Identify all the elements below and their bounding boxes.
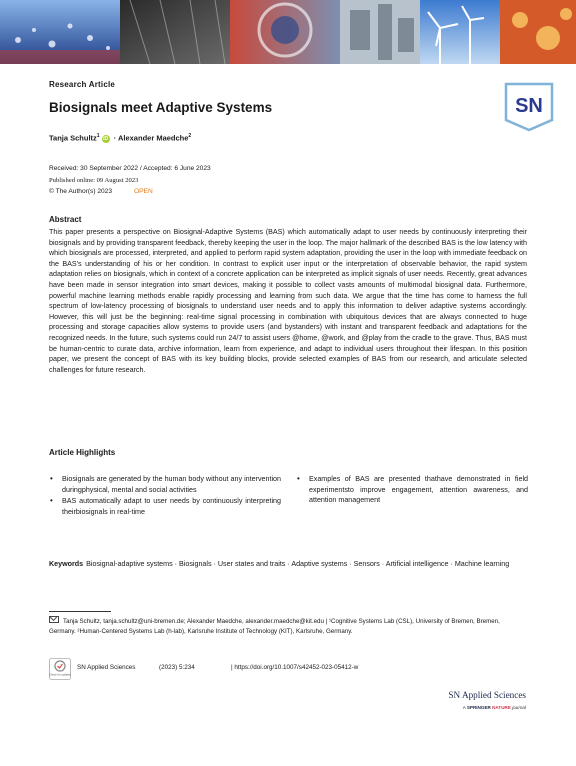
footnote-divider	[49, 611, 111, 612]
journal-brand-title: SN Applied Sciences	[448, 690, 526, 700]
keywords-label: Keywords	[49, 560, 84, 568]
abstract-heading: Abstract	[49, 215, 82, 224]
received-accepted-date: Received: 30 September 2022 / Accepted: 6 June 2023	[49, 165, 211, 172]
tagline-prefix: A	[462, 705, 466, 710]
open-access-badge[interactable]: OPEN	[134, 188, 153, 195]
doi-link[interactable]: | https://doi.org/10.1007/s42452-023-05412-w	[231, 664, 359, 671]
header-banner-image	[0, 0, 576, 64]
tagline-springer: SPRINGER	[466, 705, 491, 710]
article-type-label: Research Article	[49, 80, 116, 89]
sn-logo	[504, 82, 554, 132]
journal-volume: (2023) 5:234	[159, 664, 195, 671]
abstract-text: This paper presents a perspective on Biosignal-Adaptive Systems (BAS) which automatically adapt to user needs by continuously interpreting their biosignals and by providing transparent feedback, thereby keeping the user in the loop. The major hallmark of the described BAS is the low latency with which biosignals are processed, interpreted, and applied to perform rapid system adaptation, providing the user in the loop with immediate feedback on the BAS's understanding of his or her condition. In contrast to explicit user input or the interpretation of observable behavior, the rapid system adaptation relies on biosignals, which in context of a concrete application can be interpreted as implicit signals of user needs. Recently, great advances have been made in sensor integration into smart devices, making it possible to collect vasts amounts of multimodal biosignal data. Furthermore, powerful machine learning methods enable rapidly processing and learning from such data. We argue that the time has come to harness the full spectrum of low-latency processing of biosignals to understand user needs and to apply this information to deliver adaptive systems accordingly. However, this will just be the beginning: real-time signal processing in combination with ubiquitous devices that are always connected to huge processing and storage capacities allow systems to provide users (and bystanders) with instant and transparent feedback and adaptations for the recognized needs. In the future, such systems could run 24/7 to assist users @home, @work, and @play from the cradle to the grave. Thus, BAS must be human-centric to curate data, archive information, learn from experience, and adapt to individual users throughout their lifespan. In this position paper, we present the concept of BAS with its key building blocks, provide selected examples of BAS from our research, and articulate selected challenges for future research.	[49, 228, 527, 374]
author-affiliation-sup: 1	[96, 133, 100, 139]
copyright-line	[49, 186, 211, 198]
check-for-updates-badge[interactable]	[49, 658, 71, 680]
author-affiliation-sup: 2	[188, 133, 192, 139]
author-name[interactable]: Alexander Maedche	[117, 133, 189, 143]
highlights-left-column	[49, 474, 281, 518]
keywords-text: Biosignal-adaptive systems · Biosignals · User states and traits · Adaptive systems · Sensors · Artificial intelligence · Machine learning	[86, 560, 510, 568]
copyright-text: © The Author(s) 2023	[49, 188, 113, 195]
tagline-suffix: journal	[512, 705, 526, 710]
publication-dates	[49, 163, 211, 198]
published-online-date: Published online: 09 August 2023	[49, 176, 139, 184]
highlight-item: • Biosignals are generated by the human body without any intervention duringphysical, mental and social activities	[49, 474, 281, 495]
tagline-nature: NATURE	[492, 705, 511, 710]
sn-logo-text: SN	[515, 95, 543, 117]
highlights-right-column	[296, 474, 528, 507]
author-name[interactable]: Tanja Schultz	[49, 133, 97, 143]
footnote	[49, 616, 527, 636]
author-list	[49, 133, 191, 143]
footnote-text: Tanja Schultz, tanja.schultz@uni-bremen.de; Alexander Maedche, alexander.maedche@kit.edu | ¹Cognitive Systems Lab (CSL), University of Bremen, Bremen, Germany. ²Human-Centered Systems Lab (h-lab), Karlsruhe Institute of Technology (KIT), Karlsruhe, Germany.	[49, 618, 500, 635]
journal-brand-tagline	[463, 705, 526, 710]
journal-name: SN Applied Sciences	[77, 664, 136, 671]
highlight-item: • Examples of BAS are presented thathave demonstrated in field experimentsto improve engagement, attention awareness, and attention management	[296, 474, 528, 506]
orcid-icon[interactable]: iD	[103, 135, 109, 142]
highlight-item: • BAS automatically adapt to user needs by continuously interpreting theirbiosignals in real-time	[49, 496, 281, 517]
keywords-section	[49, 559, 527, 570]
envelope-icon	[49, 616, 59, 623]
article-title: Biosignals meet Adaptive Systems	[49, 100, 273, 115]
author-separator: ·	[111, 133, 118, 143]
check-for-updates-label: Check for updates	[49, 673, 71, 677]
highlights-heading: Article Highlights	[49, 448, 116, 457]
